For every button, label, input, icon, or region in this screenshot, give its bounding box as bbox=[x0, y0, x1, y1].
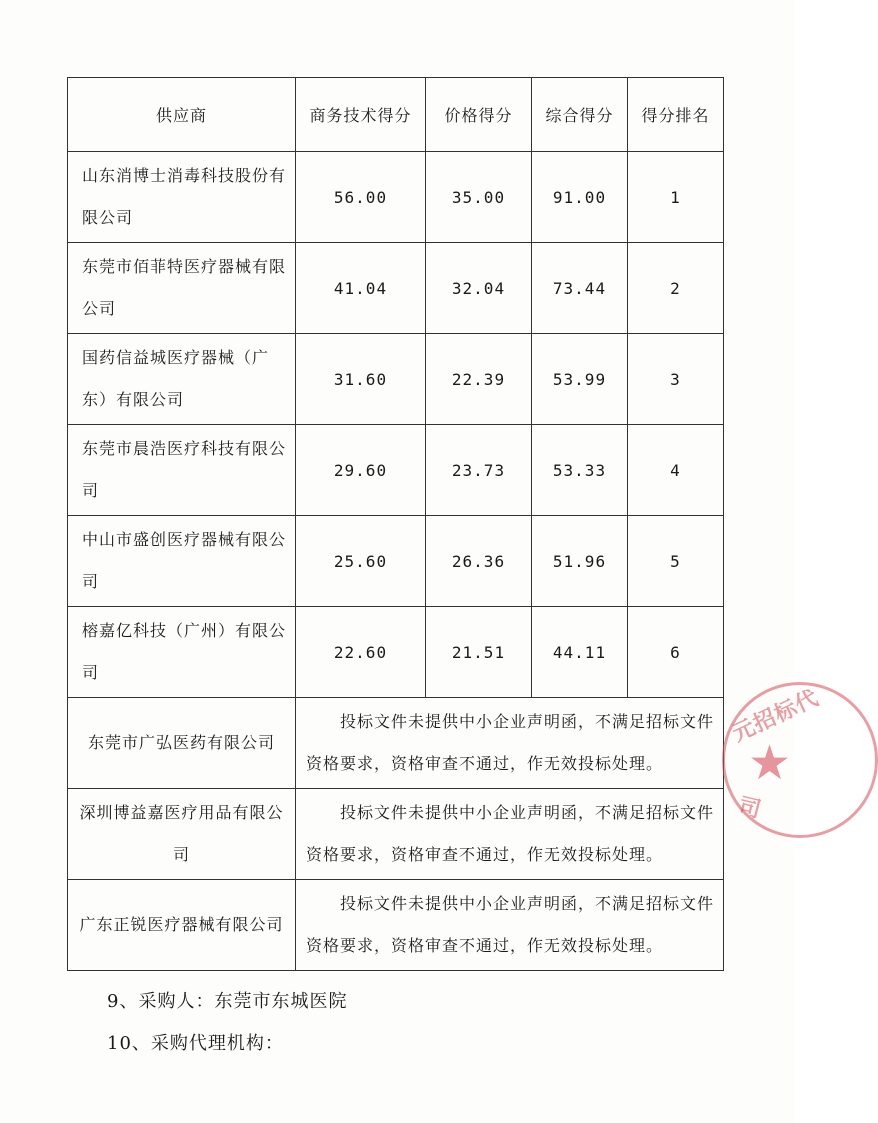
tech-score-cell: 25.60 bbox=[296, 516, 426, 607]
tech-score-cell: 31.60 bbox=[296, 334, 426, 425]
seal-text-bottom: 司 bbox=[735, 793, 764, 824]
header-tech-score: 商务技术得分 bbox=[296, 78, 426, 152]
table-row bbox=[68, 425, 724, 516]
price-score-cell: 26.36 bbox=[426, 516, 532, 607]
invalid-bid-row bbox=[68, 698, 724, 789]
supplier-cell: 国药信益城医疗器械（广东）有限公司 bbox=[68, 334, 296, 425]
header-price-score: 价格得分 bbox=[426, 78, 532, 152]
table-row bbox=[68, 516, 724, 607]
supplier-cell: 榕嘉亿科技（广州）有限公司 bbox=[68, 607, 296, 698]
rank-cell: 2 bbox=[628, 243, 724, 334]
supplier-cell: 中山市盛创医疗器械有限公司 bbox=[68, 516, 296, 607]
supplier-cell: 东莞市晨浩医疗科技有限公司 bbox=[68, 425, 296, 516]
price-score-cell: 32.04 bbox=[426, 243, 532, 334]
table-row bbox=[68, 334, 724, 425]
seal-star-icon: ★ bbox=[748, 735, 792, 791]
seal-text-top: 元招标代 bbox=[728, 685, 823, 748]
header-supplier: 供应商 bbox=[68, 78, 296, 152]
table-header-row bbox=[68, 78, 724, 152]
table-row bbox=[68, 607, 724, 698]
table-row bbox=[68, 243, 724, 334]
price-score-cell: 21.51 bbox=[426, 607, 532, 698]
header-rank: 得分排名 bbox=[628, 78, 724, 152]
total-score-cell: 53.33 bbox=[532, 425, 628, 516]
purchaser-line: 9、采购人：东莞市东城医院 bbox=[107, 991, 348, 1012]
rank-cell: 4 bbox=[628, 425, 724, 516]
total-score-cell: 73.44 bbox=[532, 243, 628, 334]
supplier-cell: 东莞市广弘医药有限公司 bbox=[68, 698, 296, 789]
invalid-bid-row bbox=[68, 789, 724, 880]
price-score-cell: 22.39 bbox=[426, 334, 532, 425]
supplier-cell: 东莞市佰菲特医疗器械有限公司 bbox=[68, 243, 296, 334]
tech-score-cell: 56.00 bbox=[296, 152, 426, 243]
score-table bbox=[67, 77, 724, 971]
invalid-reason-cell: 投标文件未提供中小企业声明函，不满足招标文件资格要求，资格审查不通过，作无效投标处理。 bbox=[296, 698, 724, 789]
rank-cell: 1 bbox=[628, 152, 724, 243]
score-table-body bbox=[68, 78, 724, 971]
rank-cell: 3 bbox=[628, 334, 724, 425]
supplier-cell: 深圳博益嘉医疗用品有限公司 bbox=[68, 789, 296, 880]
supplier-cell: 广东正锐医疗器械有限公司 bbox=[68, 880, 296, 971]
tech-score-cell: 41.04 bbox=[296, 243, 426, 334]
tech-score-cell: 22.60 bbox=[296, 607, 426, 698]
price-score-cell: 23.73 bbox=[426, 425, 532, 516]
agency-line: 10、采购代理机构： bbox=[107, 1033, 284, 1054]
supplier-cell: 山东消博士消毒科技股份有限公司 bbox=[68, 152, 296, 243]
invalid-bid-row bbox=[68, 880, 724, 971]
rank-cell: 6 bbox=[628, 607, 724, 698]
invalid-reason-cell: 投标文件未提供中小企业声明函，不满足招标文件资格要求，资格审查不通过，作无效投标处理。 bbox=[296, 789, 724, 880]
tech-score-cell: 29.60 bbox=[296, 425, 426, 516]
header-total-score: 综合得分 bbox=[532, 78, 628, 152]
total-score-cell: 51.96 bbox=[532, 516, 628, 607]
table-row bbox=[68, 152, 724, 243]
price-score-cell: 35.00 bbox=[426, 152, 532, 243]
total-score-cell: 44.11 bbox=[532, 607, 628, 698]
rank-cell: 5 bbox=[628, 516, 724, 607]
official-seal bbox=[722, 682, 878, 838]
total-score-cell: 91.00 bbox=[532, 152, 628, 243]
total-score-cell: 53.99 bbox=[532, 334, 628, 425]
invalid-reason-cell: 投标文件未提供中小企业声明函，不满足招标文件资格要求，资格审查不通过，作无效投标处理。 bbox=[296, 880, 724, 971]
